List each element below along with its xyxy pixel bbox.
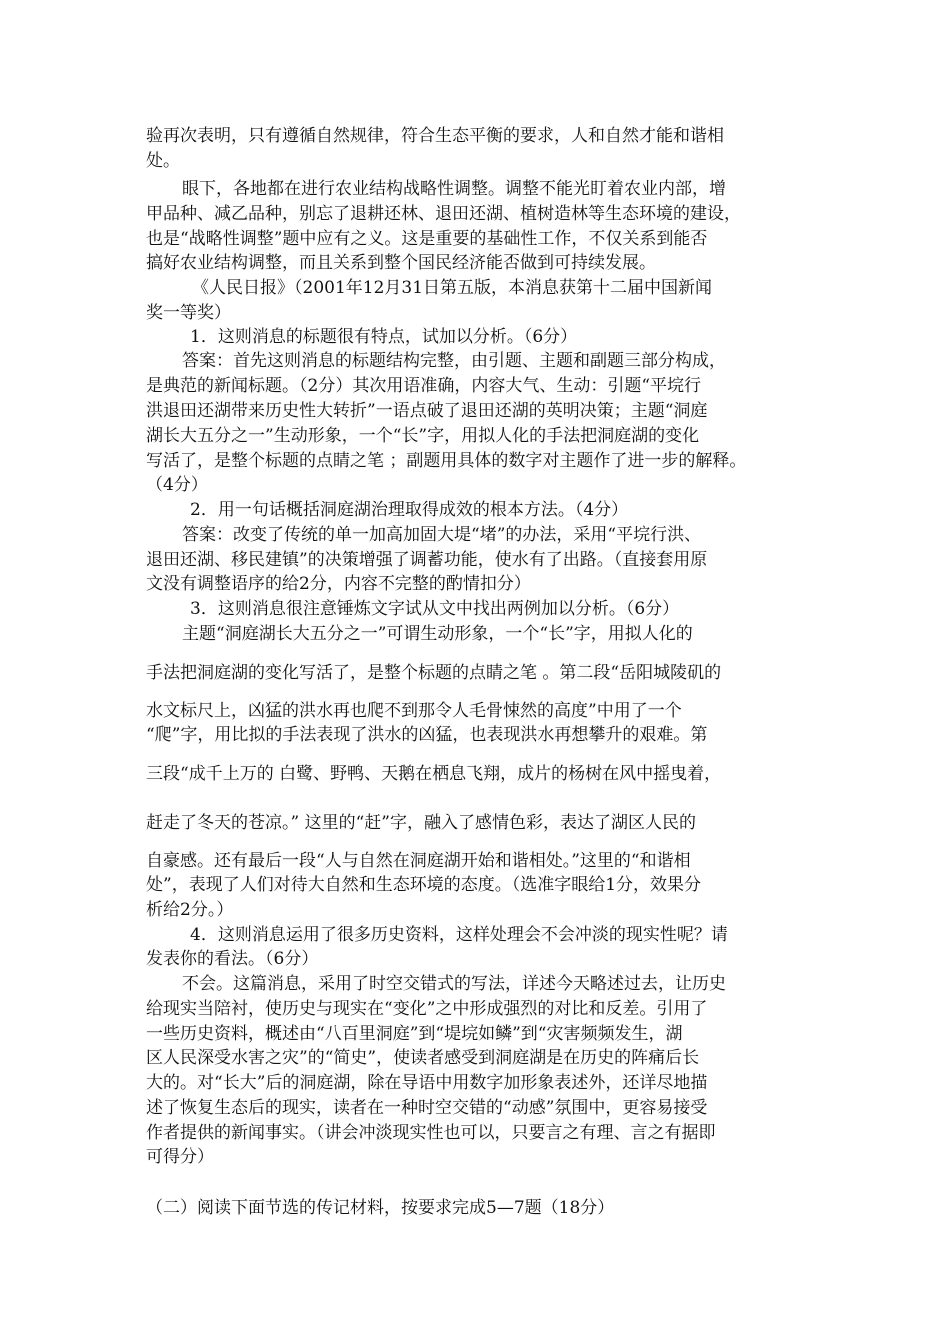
text-line: 三段“成千上万的 白鹭、野鸭、天鹅在栖息飞翔，成片的杨树在风中摇曳着， — [146, 764, 722, 784]
text-line: 赶走了冬天的苍凉。” 这里的“赶”字，融入了感情色彩，表达了湖区人民的 — [146, 813, 696, 833]
text-line: 作者提供的新闻事实。（讲会冲淡现实性也可以，只要言之有理、言之有据即 — [146, 1123, 716, 1143]
text-line: 手法把洞庭湖的变化写活了，是整个标题的点睛之笔 。第二段“岳阳城陵矶的 — [146, 663, 722, 683]
text-line: 处。 — [146, 151, 180, 171]
text-line: 眼下，各地都在进行农业结构战略性调整。调整不能光盯着农业内部，增 — [182, 179, 726, 199]
text-line: 析给2分。） — [146, 900, 234, 920]
text-line: 可得分） — [146, 1147, 214, 1167]
text-line: 不会。这篇消息，采用了时空交错式的写法，详述今天略述过去，让历史 — [182, 974, 726, 994]
text-line: “爬”字，用比拟的手法表现了洪水的凶猛，也表现洪水再想攀升的艰难。第 — [146, 725, 708, 745]
text-line: 水文标尺上，凶猛的洪水再也爬不到那令人毛骨悚然的高度”中用了一个 — [146, 701, 682, 721]
text-line: 写活了，是整个标题的点睛之笔 ；副题用具体的数字对主题作了进一步的解释。 — [146, 451, 747, 471]
text-line: 发表你的看法。（6分） — [146, 949, 319, 969]
text-line: 《人民日报》（2001年12月31日第五版，本消息获第十二届中国新闻 — [192, 278, 713, 298]
text-line: 区人民深受水害之灾”的“简史”，使读者感受到洞庭湖是在历史的阵痛后长 — [146, 1048, 700, 1068]
text-line: 湖长大五分之一”生动形象，一个“长”字，用拟人化的手法把洞庭湖的变化 — [146, 426, 700, 446]
question-1: 1．这则消息的标题很有特点，试加以分析。（6分） — [190, 327, 578, 347]
text-line: 给现实当陪衬，使历史与现实在“变化”之中形成强烈的对比和反差。引用了 — [146, 999, 708, 1019]
text-line: 主题“洞庭湖长大五分之一”可谓生动形象，一个“长”字，用拟人化的 — [182, 624, 693, 644]
question-2: 2．用一句话概括洞庭湖治理取得成效的根本方法。（4分） — [190, 500, 629, 520]
text-line: 搞好农业结构调整，而且关系到整个国民经济能否做到可持续发展。 — [146, 253, 656, 273]
section-heading: （二）阅读下面节选的传记材料，按要求完成5—7题（18分） — [146, 1198, 615, 1218]
text-line: 一些历史资料，概述由“八百里洞庭”到“堤垸如鳞”到“灾害频频发生，湖 — [146, 1024, 683, 1044]
text-line: 洪退田还湖带来历史性大转折”一语点破了退田还湖的英明决策；主题“洞庭 — [146, 401, 708, 421]
text-line: 验再次表明，只有遵循自然规律，符合生态平衡的要求，人和自然才能和谐相 — [146, 126, 724, 146]
text-line: （4分） — [146, 475, 208, 495]
question-3: 3．这则消息很注意锤炼文字试从文中找出两例加以分析。（6分） — [190, 599, 680, 619]
text-line: 奖一等奖） — [146, 303, 231, 323]
text-line: 处”，表现了人们对待大自然和生态环境的态度。（选准字眼给1分，效果分 — [146, 875, 702, 895]
text-line: 甲品种、减乙品种，别忘了退耕还林、退田还湖、植树造林等生态环境的建设， — [146, 204, 741, 224]
text-line: 是典范的新闻标题。（2分）其次用语准确，内容大气、生动：引题“平垸行 — [146, 376, 702, 396]
text-line: 退田还湖、移民建镇”的决策增强了调蓄功能，使水有了出路。（直接套用原 — [146, 550, 708, 570]
question-4: 4．这则消息运用了很多历史资料，这样处理会不会冲淡的现实性呢？请 — [190, 925, 728, 945]
text-line: 大的。对“长大”后的洞庭湖，除在导语中用数字加形象表述外，还详尽地描 — [146, 1073, 708, 1093]
text-line: 文没有调整语序的给2分，内容不完整的酌情扣分） — [146, 574, 531, 594]
text-line: 也是“战略性调整”题中应有之义。这是重要的基础性工作，不仅关系到能否 — [146, 229, 708, 249]
text-line: 自豪感。还有最后一段“人与自然在洞庭湖开始和谐相处。”这里的“和谐相 — [146, 851, 691, 871]
text-line: 答案：改变了传统的单一加高加固大堤“堵”的办法，采用“平垸行洪、 — [182, 525, 702, 545]
text-line: 答案：首先这则消息的标题结构完整，由引题、主题和副题三部分构成， — [182, 351, 726, 371]
text-line: 述了恢复生态后的现实，读者在一种时空交错的“动感”氛围中，更容易接受 — [146, 1098, 708, 1118]
